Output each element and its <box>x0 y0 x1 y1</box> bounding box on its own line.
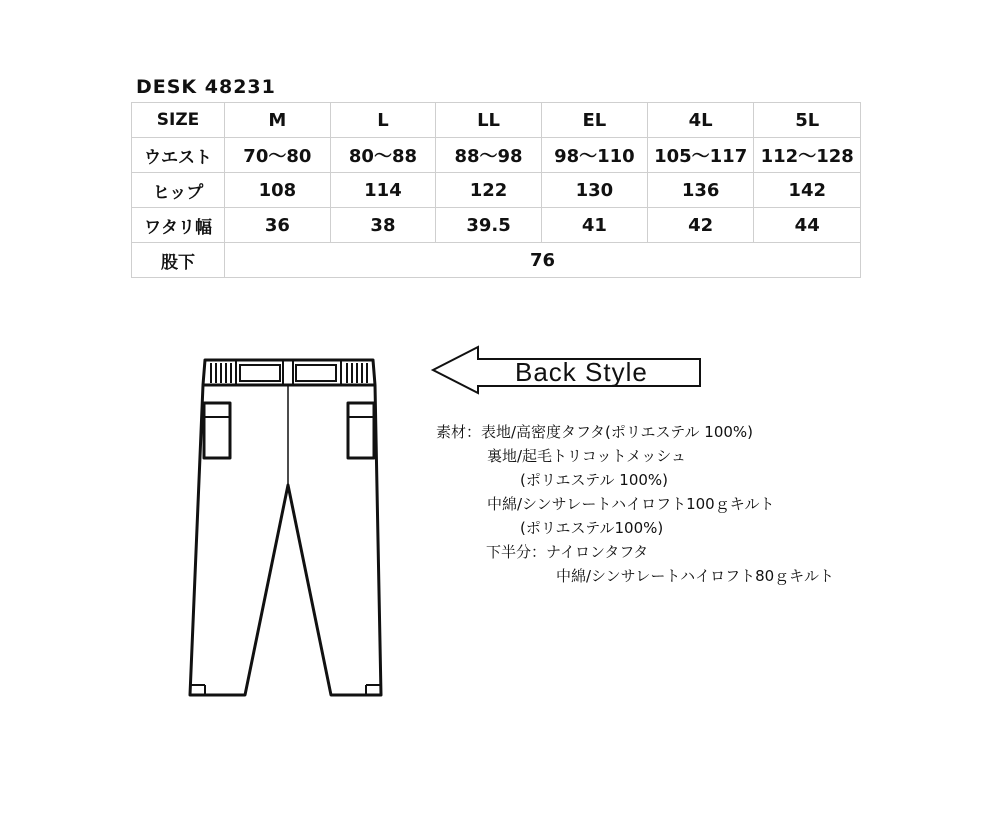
table-cell: 41 <box>541 208 647 243</box>
row-label: 股下 <box>132 243 225 278</box>
back-style-label: Back Style <box>515 357 648 387</box>
material-line: 裏地/起毛トリコットメッシュ <box>487 447 687 465</box>
inseam-value: 76 <box>225 243 861 278</box>
size-table <box>131 102 861 278</box>
size-header-row <box>132 103 861 138</box>
size-col-header: L <box>330 103 436 138</box>
material-line: 中綿/シンサレートハイロフト100ｇキルト <box>487 495 775 513</box>
size-col-header: LL <box>436 103 542 138</box>
size-header-label: SIZE <box>132 103 225 138</box>
table-cell: 108 <box>225 173 331 208</box>
table-cell: 136 <box>647 173 754 208</box>
table-cell: 44 <box>754 208 861 243</box>
table-cell: 88〜98 <box>436 138 542 173</box>
table-cell: 42 <box>647 208 754 243</box>
table-cell: 70〜80 <box>225 138 331 173</box>
table-cell: 98〜110 <box>541 138 647 173</box>
thigh-width-row <box>132 208 861 243</box>
hip-row <box>132 173 861 208</box>
row-label: ヒップ <box>132 173 225 208</box>
row-label: ワタリ幅 <box>132 208 225 243</box>
waist-row <box>132 138 861 173</box>
material-line: 中綿/シンサレートハイロフト80ｇキルト <box>556 567 835 585</box>
table-cell: 36 <box>225 208 331 243</box>
table-cell: 38 <box>330 208 436 243</box>
material-line: (ポリエステル100%) <box>520 519 664 537</box>
table-cell: 112〜128 <box>754 138 861 173</box>
model-number: DESK 48231 <box>136 76 276 98</box>
table-cell: 130 <box>541 173 647 208</box>
size-col-header: EL <box>541 103 647 138</box>
table-cell: 39.5 <box>436 208 542 243</box>
inseam-row <box>132 243 861 278</box>
table-cell: 142 <box>754 173 861 208</box>
pants-back-illustration <box>185 355 395 705</box>
size-col-header: 5L <box>754 103 861 138</box>
table-cell: 105〜117 <box>647 138 754 173</box>
material-line: 下半分：ナイロンタフタ <box>486 543 649 561</box>
table-cell: 80〜88 <box>330 138 436 173</box>
table-cell: 114 <box>330 173 436 208</box>
size-col-header: 4L <box>647 103 754 138</box>
material-line: (ポリエステル 100%) <box>520 471 669 489</box>
table-cell: 122 <box>436 173 542 208</box>
size-col-header: M <box>225 103 331 138</box>
row-label: ウエスト <box>132 138 225 173</box>
material-line: 素材：表地/高密度タフタ(ポリエステル 100%) <box>436 423 754 441</box>
